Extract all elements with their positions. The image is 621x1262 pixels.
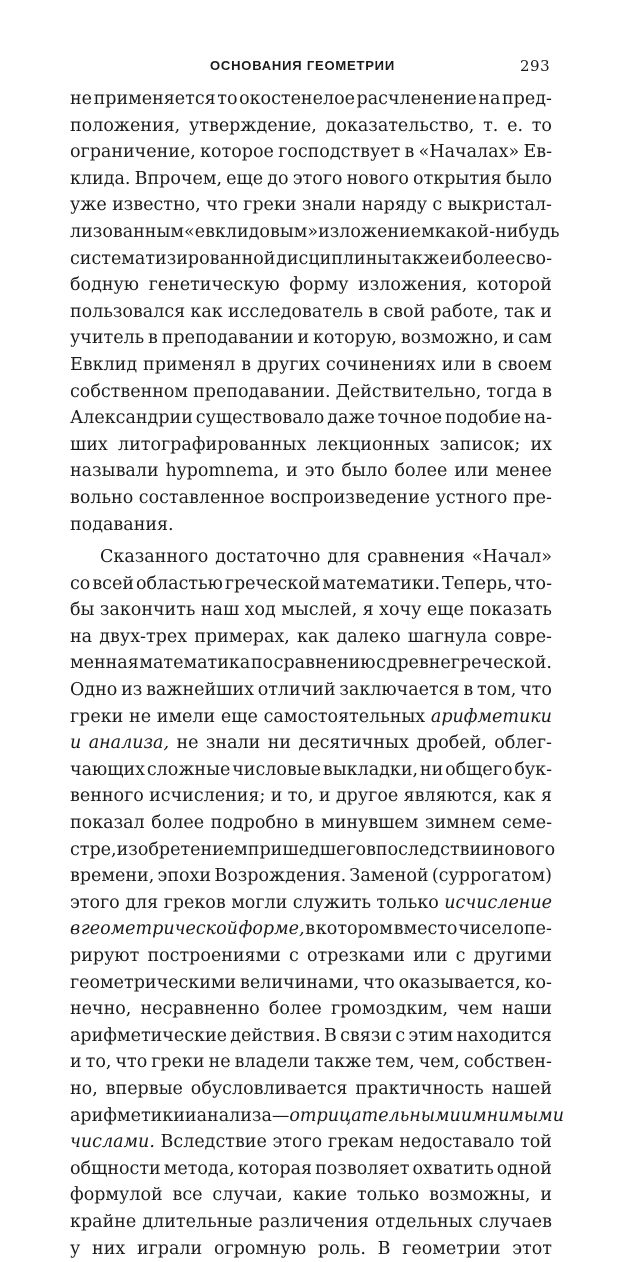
text-line: бы закончить наш ход мыслей, я хочу еще показать bbox=[70, 600, 552, 621]
text-line: и анализа, не знали ни десятичных дробей, облег- bbox=[70, 733, 552, 754]
body-text bbox=[70, 86, 564, 1262]
text-line: систематизированной дисциплины также и более сво- bbox=[70, 248, 552, 269]
text-line: рируют построениями с отрезками или с другими bbox=[70, 946, 552, 966]
text-line: бодную генетическую форму изложения, которой bbox=[70, 275, 552, 296]
text-line: но, впервые обусловливается практичность нашей bbox=[70, 1078, 552, 1099]
text-line: крайне длительные различения отдельных случаев bbox=[70, 1211, 552, 1232]
text-line: на двух-трех примерах, как далеко шагнула совре- bbox=[70, 626, 552, 647]
text-line: в геометрической форме, в котором вместо чисел опе- bbox=[70, 919, 552, 940]
text-line: у них играли огромную роль. В геометрии этот bbox=[70, 1238, 552, 1259]
text-line: ших литографированных лекционных записок; их bbox=[70, 434, 552, 455]
text-line: нечно, несравненно более громоздким, чем наши bbox=[70, 999, 552, 1020]
text-line: клида. Впрочем, еще до этого нового открытия было bbox=[70, 168, 552, 189]
page-number: 293 bbox=[520, 57, 551, 75]
text-line: стре, изобретением пришедшего впоследствии нового bbox=[70, 839, 556, 860]
text-line: со всей областью греческой математики. Теперь, что- bbox=[70, 573, 552, 594]
text-line: пользовался как исследователь в свой работе, так и bbox=[70, 301, 552, 322]
text-line: ограничение, которое господствует в «Началах» Ев- bbox=[70, 142, 552, 163]
text-line: подавания. bbox=[70, 514, 174, 535]
text-line: Сказанного достаточно для сравнения «Начал» bbox=[100, 547, 552, 568]
text-line: арифметические действия. В связи с этим находится bbox=[70, 1025, 552, 1046]
running-head bbox=[0, 58, 621, 80]
text-line: вольно составленное воспроизведение устного пре- bbox=[70, 487, 552, 508]
text-line: уже известно, что греки знали наряду с выкристал- bbox=[70, 195, 552, 216]
text-line: этого для греков могли служить только исчисление bbox=[70, 892, 552, 913]
text-line: учитель в преподавании и которую, возможно, и сам bbox=[70, 328, 552, 349]
text-line: чающих сложные числовые выкладки, ни общего бук- bbox=[70, 759, 552, 780]
text-line: геометрическими величинами, что оказывается, ко- bbox=[70, 972, 552, 993]
text-line: менная математика по сравнению с древнегреческой. bbox=[70, 653, 552, 674]
text-line: лизованным «евклидовым» изложением какой-нибудь bbox=[70, 221, 560, 242]
text-line: числами. Вследствие этого грекам недоставало той bbox=[70, 1132, 552, 1153]
text-line: Одно из важнейших отличий заключается в том, что bbox=[70, 680, 552, 701]
text-line: не применяется то окостенелое расчленение на пред- bbox=[70, 89, 552, 109]
text-line: называли hypomnema, и это было более или менее bbox=[70, 461, 552, 482]
text-line: времени, эпохи Возрождения. Заменой (суррогатом) bbox=[70, 866, 552, 887]
running-title: ОСНОВАНИЯ ГЕОМЕТРИИ bbox=[210, 58, 395, 73]
text-line: собственном преподавании. Действительно, тогда в bbox=[70, 381, 552, 402]
text-line: формулой все случаи, какие только возможны, и bbox=[70, 1185, 552, 1206]
text-line: арифметики и анализа — отрицательными и мнимыми bbox=[70, 1105, 564, 1126]
text-line: показал более подробно в минувшем зимнем семе- bbox=[70, 813, 552, 834]
text-line: положения, утверждение, доказательство, т. е. то bbox=[70, 115, 552, 136]
text-line: Евклид применял в других сочинениях или в своем bbox=[70, 354, 552, 375]
text-line: Александрии существовало даже точное подобие на- bbox=[70, 408, 552, 429]
text-line: и то, что греки не владели также тем, чем, собствен- bbox=[70, 1052, 552, 1073]
text-line: греки не имели еще самостоятельных арифметики bbox=[70, 706, 552, 727]
text-line: общности метода, которая позволяет охватить одной bbox=[70, 1158, 552, 1179]
text-line: венного исчисления; и то, и другое являются, как я bbox=[70, 786, 552, 807]
